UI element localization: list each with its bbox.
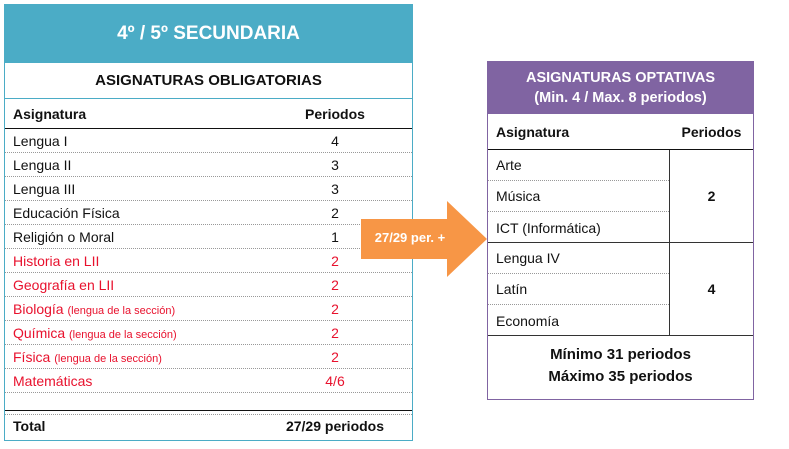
subject-name: Lengua I [13,132,68,149]
total-row [5,410,412,440]
table-row [5,201,412,225]
subject-cell [5,349,270,365]
optional-group [488,150,753,243]
subject-periods: 4/6 [325,372,345,389]
subject-periods: 2 [331,324,339,341]
table-row [5,177,412,201]
subject-name: Lengua IV [488,243,669,274]
subject-name: Matemáticas [13,372,93,389]
optional-group-subjects [488,243,670,335]
subject-name: Arte [488,150,669,181]
optional-subjects-limits: (Min. 4 / Max. 8 periodos) [534,90,707,106]
subject-note: (lengua de la sección) [67,304,176,317]
subject-name: Religión o Moral [13,228,115,245]
column-headers [488,114,753,150]
grade-header: 4º / 5º SECUNDARIA [5,5,412,63]
subject-periods: 2 [331,276,339,293]
subject-periods: 4 [331,132,339,149]
table-row [5,345,412,369]
optional-subjects-header [488,62,753,114]
subject-name: Educación Física [13,204,120,221]
subject-name: ICT (Informática) [496,219,601,236]
subject-periods: 3 [331,180,339,197]
subject-name: Historia en LII [13,252,100,269]
subject-periods: 2 [331,300,339,317]
group-periods: 4 [707,281,716,297]
mandatory-subjects-title: ASIGNATURAS OBLIGATORIAS [5,63,412,99]
table-row [5,249,412,273]
table-row [5,273,412,297]
periods-column-header: Periodos [305,105,365,122]
table-row [5,153,412,177]
subject-column-header: Asignatura [13,105,87,122]
subject-cell [5,325,270,341]
table-row [5,369,412,393]
minimum-periods: Mínimo 31 periodos [550,346,691,363]
subject-name: Física [13,348,51,365]
subject-periods: 2 [331,348,339,365]
subject-periods: 1 [331,228,339,245]
subject-name: Química [13,324,66,341]
total-value: 27/29 periodos [285,417,385,434]
subject-name: Biología [13,300,64,317]
subject-name: Latín [488,274,669,305]
subject-name: Economía [496,312,560,329]
subject-periods: 2 [331,204,339,221]
optional-group [488,243,753,336]
subject-name: Geografía en LII [13,276,115,293]
optional-group-subjects [488,150,670,242]
optional-subjects-title: ASIGNATURAS OPTATIVAS [525,70,716,86]
subject-periods: 3 [331,156,339,173]
subject-note: (lengua de la sección) [54,352,162,365]
subject-note: (lengua de la sección) [69,328,177,341]
group-periods: 2 [707,188,716,204]
periods-column-header: Periodos [681,123,742,140]
table-row [5,129,412,153]
subject-name: Lengua II [13,156,72,173]
subject-column-header: Asignatura [496,123,570,140]
arrow-label: 27/29 per. + [374,230,446,245]
table-row [5,297,412,321]
total-label: Total [13,417,46,434]
maximum-periods: Máximo 35 periodos [548,368,693,385]
mandatory-subjects-table [4,4,413,441]
subject-name: Música [488,181,669,212]
period-limits [488,336,753,396]
subject-cell [5,301,270,317]
table-row [5,321,412,345]
optional-subjects-table [487,61,754,400]
column-headers [5,99,412,129]
subject-periods: 2 [331,252,339,269]
subject-name: Lengua III [13,180,76,197]
table-row [5,225,412,249]
